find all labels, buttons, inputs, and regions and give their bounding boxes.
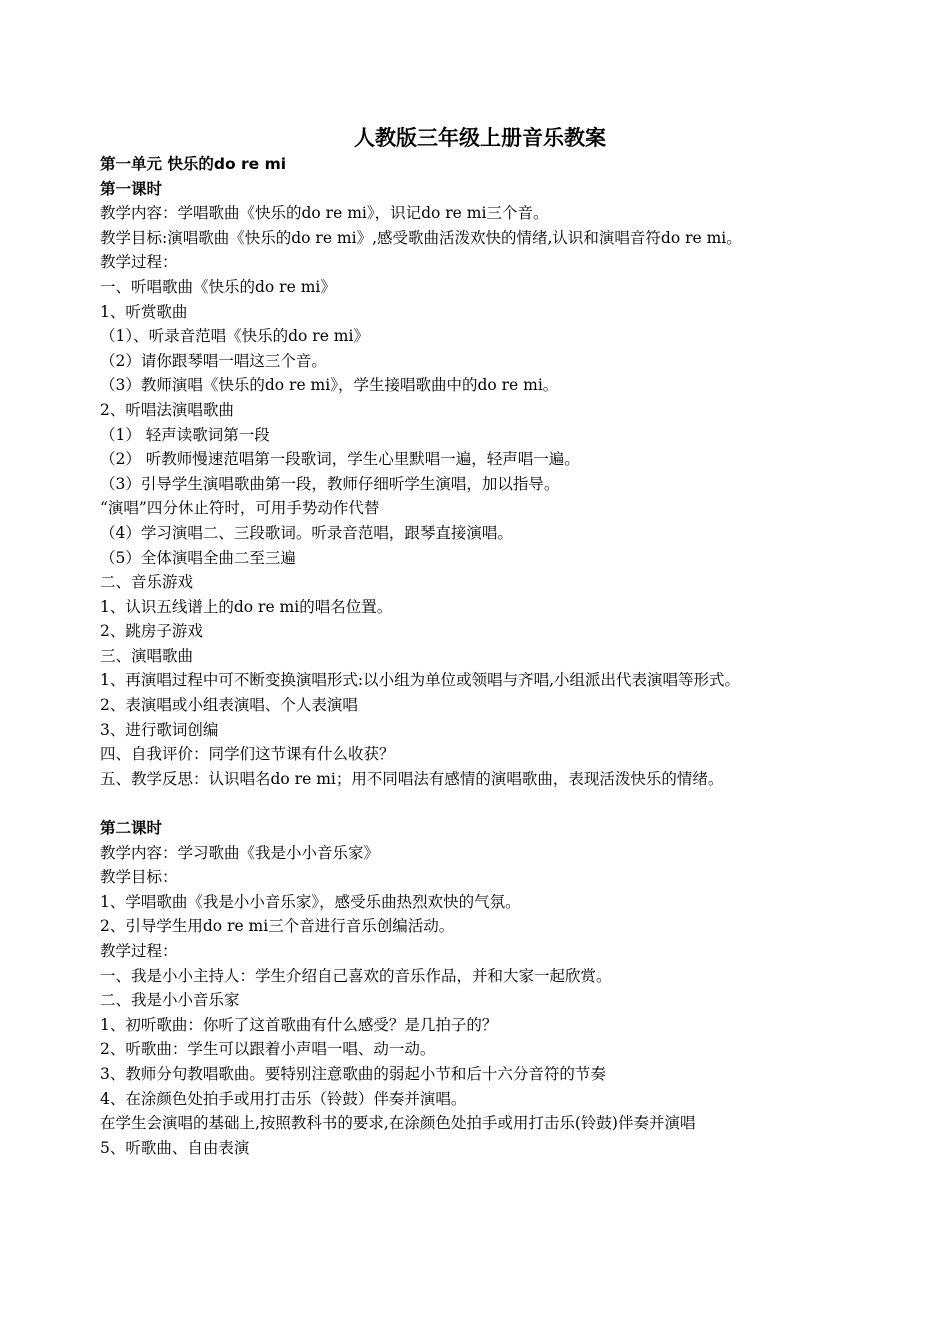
lesson2-body xyxy=(100,841,860,1161)
lesson1-step-1-2-c: （3）引导学生演唱歌曲第一段，教师仔细听学生演唱，加以指导。 xyxy=(100,474,560,493)
lesson1-step-4: 四、自我评价：同学们这节课有什么收获？ xyxy=(100,745,395,764)
lesson1-step-5: 五、教学反思：认识唱名do re mi；用不同唱法有感情的演唱歌曲，表现活泼快乐的情绪。 xyxy=(100,769,724,788)
lesson1-step-3-3: 3、进行歌词创编 xyxy=(100,720,219,739)
lesson1-step-1-1-b: （2）请你跟琴唱一唱这三个音。 xyxy=(100,351,327,370)
lesson1-body xyxy=(100,201,860,791)
lesson2-goal-label: 教学目标： xyxy=(100,868,178,887)
lesson1-content-line: 教学内容：学唱歌曲《快乐的do re mi》，识记do re mi三个音。 xyxy=(100,204,549,223)
lesson1-step-1: 一、听唱歌曲《快乐的do re mi》 xyxy=(100,277,336,296)
lesson1-step-1-2-note: “演唱”四分休止符时，可用手势动作代替 xyxy=(100,499,380,518)
lesson2-content-line: 教学内容：学习歌曲《我是小小音乐家》 xyxy=(100,843,380,862)
lesson2-step-1: 一、我是小小主持人：学生介绍自己喜欢的音乐作品，并和大家一起欣赏。 xyxy=(100,966,612,985)
lesson2-step-2-3: 3、教师分句教唱歌曲。要特别注意歌曲的弱起小节和后十六分音符的节奏 xyxy=(100,1064,606,1083)
lesson2-step-2-5: 5、听歌曲、自由表演 xyxy=(100,1138,250,1157)
lesson1-step-2-1: 1、认识五线谱上的do re mi的唱名位置。 xyxy=(100,597,393,616)
lesson1-goal-line: 教学目标:演唱歌曲《快乐的do re mi》,感受歌曲活泼欢快的情绪,认识和演唱音符do re mi。 xyxy=(100,228,742,247)
lesson2-step-2: 二、我是小小音乐家 xyxy=(100,991,240,1010)
lesson2-goal-1: 1、学唱歌曲《我是小小音乐家》，感受乐曲热烈欢快的气氛。 xyxy=(100,892,521,911)
lesson1-step-1-2-e: （5）全体演唱全曲二至三遍 xyxy=(100,548,296,567)
lesson1-step-2-2: 2、跳房子游戏 xyxy=(100,622,203,641)
lesson1-process-label: 教学过程： xyxy=(100,253,178,272)
unit-heading: 第一单元 快乐的do re mi xyxy=(100,155,287,173)
lesson1-step-1-2: 2、听唱法演唱歌曲 xyxy=(100,400,234,419)
lesson1-step-3: 三、演唱歌曲 xyxy=(100,646,194,665)
lesson2-step-2-4: 4、在涂颜色处拍手或用打击乐（铃鼓）伴奏并演唱。 xyxy=(100,1089,467,1108)
document-title: 人教版三年级上册音乐教案 xyxy=(354,126,606,150)
lesson1-step-1-2-a: （1） 轻声读歌词第一段 xyxy=(100,425,270,444)
section-spacer xyxy=(100,791,860,816)
lesson1-heading: 第一课时 xyxy=(100,179,163,198)
lesson2-step-2-4-note: 在学生会演唱的基础上,按照教科书的要求,在涂颜色处拍手或用打击乐(铃鼓)伴奏并演唱 xyxy=(100,1114,696,1133)
lesson1-step-1-1: 1、听赏歌曲 xyxy=(100,302,188,321)
lesson1-step-3-2: 2、表演唱或小组表演唱、个人表演唱 xyxy=(100,696,358,715)
lesson2-step-2-2: 2、听歌曲：学生可以跟着小声唱一唱、动一动。 xyxy=(100,1040,436,1059)
lesson1-step-3-1: 1、再演唱过程中可不断变换演唱形式:以小组为单位或领唱与齐唱,小组派出代表演唱等形式。 xyxy=(100,671,741,690)
lesson2-process-label: 教学过程： xyxy=(100,942,178,960)
lesson2-step-2-1: 1、初听歌曲：你听了这首歌曲有什么感受？是几拍子的？ xyxy=(100,1015,498,1034)
lesson1-step-1-1-c: （3）教师演唱《快乐的do re mi》，学生接唱歌曲中的do re mi。 xyxy=(100,376,559,395)
lesson1-step-2: 二、音乐游戏 xyxy=(100,573,194,592)
lesson1-step-1-2-d: （4）学习演唱二、三段歌词。听录音范唱，跟琴直接演唱。 xyxy=(100,523,513,542)
lesson1-step-1-2-b: （2） 听教师慢速范唱第一段歌词，学生心里默唱一遍，轻声唱一遍。 xyxy=(100,450,580,469)
lesson2-goal-2: 2、引导学生用do re mi三个音进行音乐创编活动。 xyxy=(100,917,455,936)
lesson2-heading: 第二课时 xyxy=(100,819,163,838)
document-page xyxy=(100,124,860,1160)
lesson1-step-1-1-a: （1）、听录音范唱《快乐的do re mi》 xyxy=(100,327,369,346)
